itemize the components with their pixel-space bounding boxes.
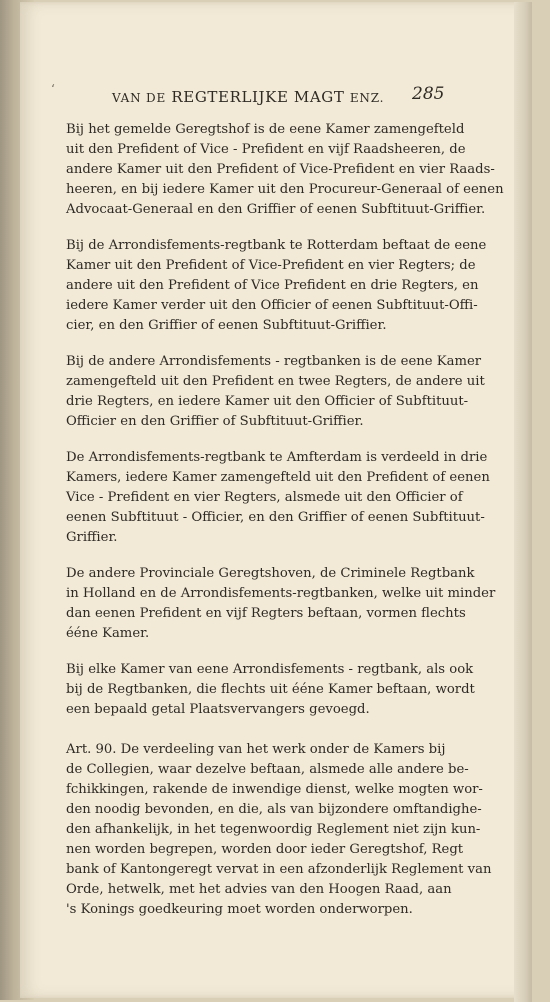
text-line: De Arrondisfements-regtbank te Amfterdam is verdeeld in drie [66, 450, 488, 465]
text-line: Bij elke Kamer van eene Arrondisfements - regtbank, als ook [66, 662, 474, 677]
text-line: uit den Prefident of Vice - Prefident en vijf Raadsheeren, de [66, 142, 466, 157]
text-line: eenen Subftituut - Officier, en den Griffier of eenen Subftituut- [66, 510, 485, 525]
text-line: De andere Provinciale Geregtshoven, de Criminele Regtbank [66, 566, 475, 581]
text-line: nen worden begrepen, worden door ieder Geregtshof, Regt [66, 842, 464, 857]
text-line: den noodig bevonden, en die, als van bijzondere omftandighe- [66, 802, 482, 817]
paragraph-4 [52, 448, 490, 548]
text-line: 's Konings goedkeuring moet worden onderworpen. [66, 902, 413, 917]
header-suffix: ENZ. [349, 91, 385, 105]
text-line: Bij de Arrondisfements-regtbank te Rotterdam beftaat de eene [66, 238, 487, 253]
text-line: bank of Kantongeregt vervat in een afzonderlijk Reglement van [66, 862, 492, 877]
header-pre: VAN DE [112, 91, 167, 105]
paragraph-6 [52, 660, 475, 720]
text-line: Bij het gemelde Geregtshof is de eene Kamer zamengefteld [66, 122, 465, 137]
margin-mark: ‘ [51, 82, 55, 96]
text-line: drie Regters, en iedere Kamer uit den Officier of Subftituut- [66, 394, 469, 409]
text-line: den afhankelijk, in het tegenwoordig Reglement niet zijn kun- [66, 822, 481, 837]
text-line: zamengefteld uit den Prefident en twee Regters, de andere uit [66, 374, 485, 389]
article-90-paragraph [52, 740, 492, 920]
text-line: Kamer uit den Prefident of Vice-Prefident en vier Regters; de [66, 258, 476, 273]
text-line: Vice - Prefident en vier Regters, alsmede uit den Officier of [66, 490, 463, 505]
page-edge [514, 2, 532, 1002]
text-line: een bepaald getal Plaatsvervangers gevoegd. [66, 702, 370, 717]
text-line: Officier en den Griffier of Subftituut-Griffier. [66, 414, 364, 429]
text-line: cier, en den Griffier of eenen Subftituut-Griffier. [66, 318, 387, 333]
book-page [20, 2, 532, 998]
text-line: Griffier. [66, 530, 118, 545]
paragraph-1 [52, 120, 504, 220]
text-line: de Collegien, waar dezelve beftaan, alsmede alle andere be- [66, 762, 469, 777]
running-header [112, 88, 452, 106]
text-line: fchikkingen, rakende de inwendige dienst, welke mogten wor- [66, 782, 483, 797]
text-line: iedere Kamer verder uit den Officier of eenen Subftituut-Offi- [66, 298, 478, 313]
paragraph-5 [52, 564, 496, 644]
text-line: bij de Regtbanken, die flechts uit ééne Kamer beftaan, wordt [66, 682, 475, 697]
text-line: Art. 90. De verdeeling van het werk onder de Kamers bij [66, 742, 446, 757]
text-line: Orde, hetwelk, met het advies van den Hoogen Raad, aan [66, 882, 452, 897]
paragraph-2 [52, 236, 487, 336]
text-line: Advocaat-Generaal en den Griffier of eenen Subftituut-Griffier. [66, 202, 486, 217]
body-text [52, 120, 504, 936]
text-line: heeren, en bij iedere Kamer uit den Procureur-Generaal of eenen [66, 182, 504, 197]
paragraph-3 [52, 352, 485, 432]
text-line: Bij de andere Arrondisfements - regtbanken is de eene Kamer [66, 354, 482, 369]
text-line: andere uit den Prefident of Vice Prefident en drie Regters, en [66, 278, 479, 293]
text-line: ééne Kamer. [66, 626, 150, 641]
page-number: 285 [412, 84, 445, 104]
text-line: dan eenen Prefident en vijf Regters beftaan, vormen flechts [66, 606, 466, 621]
header-title: REGTERLIJKE MAGT [171, 88, 345, 106]
text-line: Kamers, iedere Kamer zamengefteld uit den Prefident of eenen [66, 470, 490, 485]
text-line: in Holland en de Arrondisfements-regtbanken, welke uit minder [66, 586, 496, 601]
text-line: andere Kamer uit den Prefident of Vice-Prefident en vier Raads- [66, 162, 495, 177]
